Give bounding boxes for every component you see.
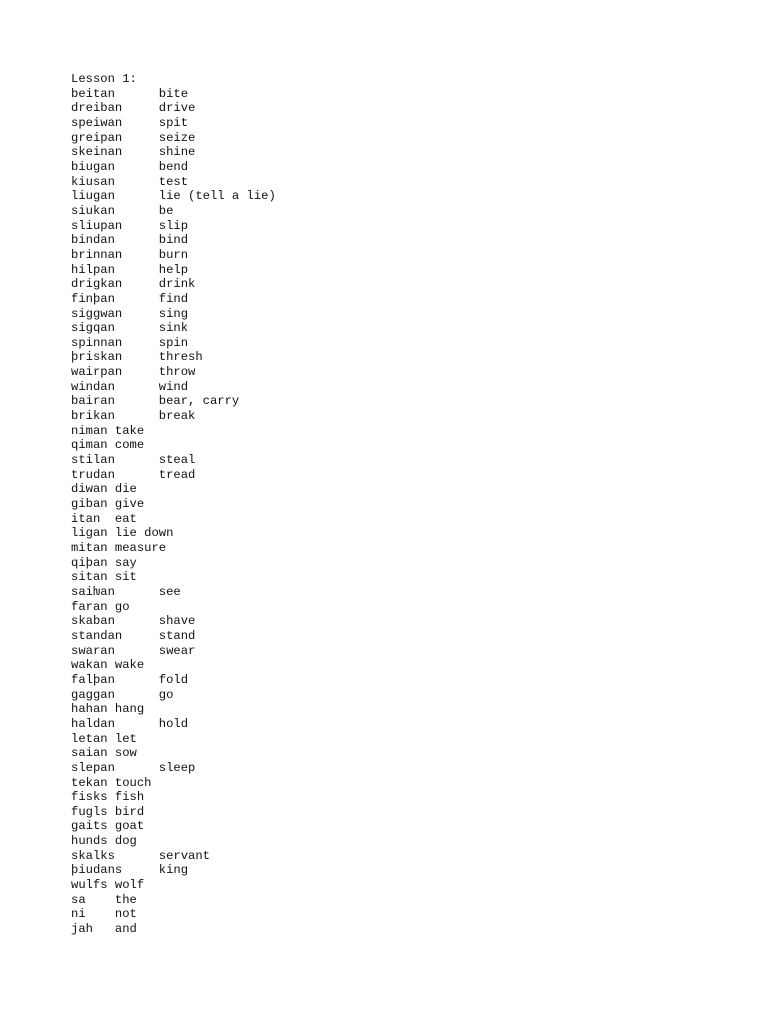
- vocab-line: trudan tread: [71, 467, 196, 482]
- lesson-heading: Lesson 1:: [71, 72, 137, 86]
- vocab-line: speiwan spit: [71, 115, 189, 130]
- vocab-line: sigqan sink: [71, 321, 189, 336]
- vocab-line: ni not: [71, 907, 137, 922]
- vocab-line: siggwan sing: [71, 306, 189, 321]
- vocab-line: siukan be: [71, 203, 174, 218]
- vocab-line: spinnan spin: [71, 335, 189, 350]
- vocab-line: beitan bite: [71, 86, 189, 101]
- vocab-line: hahan hang: [71, 702, 145, 717]
- vocab-line: wairpan throw: [71, 365, 196, 380]
- vocab-line: faran go: [71, 599, 130, 614]
- vocab-line: haldan hold: [71, 716, 189, 731]
- vocab-line: bindan bind: [71, 233, 189, 248]
- vocab-line: niman take: [71, 423, 145, 438]
- vocab-line: þriskan thresh: [71, 350, 203, 365]
- vocab-line: slepan sleep: [71, 760, 196, 775]
- vocab-line: letan let: [71, 731, 137, 746]
- vocab-line: giban give: [71, 497, 145, 512]
- vocab-line: hunds dog: [71, 834, 137, 849]
- document-body: [71, 72, 276, 937]
- vocab-line: swaran swear: [71, 643, 196, 658]
- vocab-line: stilan steal: [71, 453, 196, 468]
- vocab-line: itan eat: [71, 511, 137, 526]
- vocab-line: jah and: [71, 922, 137, 937]
- vocab-line: dreiban drive: [71, 101, 196, 116]
- vocab-line: qiman come: [71, 438, 145, 453]
- vocab-line: finþan find: [71, 291, 189, 306]
- vocab-line: sa the: [71, 892, 137, 907]
- vocab-line: sliupan slip: [71, 218, 189, 233]
- vocab-line: sitan sit: [71, 570, 137, 585]
- vocab-line: skaban shave: [71, 614, 196, 629]
- vocab-line: ligan lie down: [71, 526, 174, 541]
- vocab-line: liugan lie (tell a lie): [71, 189, 276, 204]
- vocab-line: tekan touch: [71, 775, 152, 790]
- vocabulary-list: [71, 87, 276, 937]
- vocab-line: kiusan test: [71, 174, 189, 189]
- vocab-line: skeinan shine: [71, 145, 196, 160]
- vocab-line: þiudans king: [71, 863, 189, 878]
- vocab-line: qiþan say: [71, 555, 137, 570]
- vocab-line: gaits goat: [71, 819, 145, 834]
- vocab-line: windan wind: [71, 379, 189, 394]
- vocab-line: bairan bear, carry: [71, 394, 240, 409]
- vocab-line: fisks fish: [71, 790, 145, 805]
- vocab-line: wakan wake: [71, 658, 145, 673]
- vocab-line: gaggan go: [71, 687, 174, 702]
- vocab-line: hilpan help: [71, 262, 189, 277]
- vocab-line: falþan fold: [71, 672, 189, 687]
- vocab-line: drigkan drink: [71, 277, 196, 292]
- vocab-line: brikan break: [71, 409, 196, 424]
- vocab-line: skalks servant: [71, 848, 210, 863]
- vocab-line: greipan seize: [71, 130, 196, 145]
- vocab-line: saian sow: [71, 746, 137, 761]
- vocab-line: mitan measure: [71, 541, 167, 555]
- vocab-line: brinnan burn: [71, 247, 189, 262]
- vocab-line: standan stand: [71, 628, 196, 643]
- vocab-line: biugan bend: [71, 159, 189, 174]
- vocab-line: fugls bird: [71, 804, 145, 819]
- vocab-line: saiƕan see: [71, 584, 181, 599]
- vocab-line: diwan die: [71, 482, 137, 497]
- vocab-line: wulfs wolf: [71, 878, 145, 893]
